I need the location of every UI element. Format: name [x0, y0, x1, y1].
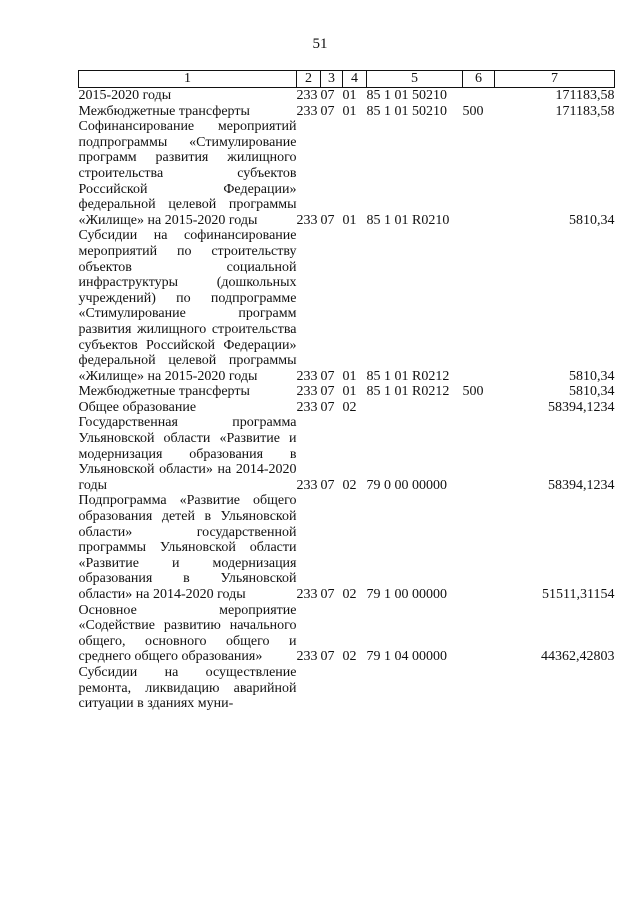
row-ministry-code: 233 — [296, 384, 318, 400]
row-target-article: 79 1 04 00000 — [366, 649, 447, 665]
table-row — [79, 400, 615, 416]
row-description: Общее образование — [78, 399, 197, 415]
row-amount: 5810,34 — [569, 368, 615, 384]
row-subsection-code: 02 — [342, 587, 357, 602]
row-expense-type: 500 — [462, 384, 484, 400]
row-subsection-code: 01 — [342, 368, 357, 384]
row-amount: 5810,34 — [569, 384, 615, 400]
row-subsection-code: 02 — [342, 399, 357, 415]
column-header: 2 — [297, 71, 321, 88]
row-description: Основное мероприятие «Содействие развитию начального общего, основного общего и среднего общего образования» — [78, 602, 297, 665]
row-subsection-code: 02 — [342, 649, 357, 665]
row-target-article — [367, 400, 463, 416]
row-section-code: 07 — [320, 88, 335, 103]
row-ministry-code: 233 — [296, 649, 318, 665]
row-expense-type — [463, 88, 495, 104]
row-expense-type — [463, 228, 495, 384]
row-expense-type — [463, 603, 495, 665]
row-target-article: 79 0 00 00000 — [366, 477, 447, 493]
column-header: 3 — [321, 71, 343, 88]
table-row — [79, 228, 615, 384]
row-amount — [495, 665, 615, 712]
row-expense-type — [463, 493, 495, 602]
column-header: 5 — [367, 71, 463, 88]
column-header: 1 — [79, 71, 297, 88]
row-ministry-code — [297, 665, 321, 712]
row-expense-type — [463, 415, 495, 493]
row-target-article: 79 1 00 00000 — [366, 587, 447, 602]
row-description: Межбюджетные трансферты — [78, 384, 250, 400]
row-description: Подпрограмма «Развитие общего образования детей в Ульяновской области» государственной программы Ульяновской области «Развитие и модернизация образования в Ульяновской области» на 2014-2020 годы — [78, 493, 297, 602]
row-expense-type — [463, 665, 495, 712]
table-row — [79, 415, 615, 493]
table-row — [79, 104, 615, 120]
row-target-article — [367, 665, 463, 712]
table-row — [79, 603, 615, 665]
page-number: 51 — [312, 36, 328, 52]
table-row — [79, 384, 615, 400]
table-row — [79, 88, 615, 104]
column-header: 4 — [343, 71, 367, 88]
row-section-code: 07 — [320, 103, 335, 119]
row-section-code: 07 — [320, 649, 335, 665]
row-description: 2015-2020 годы — [78, 88, 172, 103]
row-subsection-code: 02 — [342, 477, 357, 493]
row-expense-type: 500 — [462, 103, 484, 119]
row-ministry-code: 233 — [296, 477, 318, 493]
row-target-article: 85 1 01 50210 — [366, 103, 447, 119]
row-section-code — [321, 665, 343, 712]
row-amount: 171183,58 — [555, 88, 615, 103]
row-ministry-code: 233 — [296, 212, 318, 228]
row-ministry-code: 233 — [296, 399, 318, 415]
row-section-code: 07 — [320, 384, 335, 400]
column-header: 7 — [495, 71, 615, 88]
table-row — [79, 665, 615, 712]
row-section-code: 07 — [320, 212, 335, 228]
row-ministry-code: 233 — [296, 368, 318, 384]
row-ministry-code: 233 — [296, 88, 318, 103]
row-section-code: 07 — [320, 587, 335, 602]
row-amount: 58394,1234 — [548, 477, 615, 493]
budget-table — [78, 70, 615, 712]
row-expense-type — [463, 400, 495, 416]
row-section-code: 07 — [320, 399, 335, 415]
row-ministry-code: 233 — [296, 103, 318, 119]
row-subsection-code: 01 — [342, 103, 357, 119]
row-description: Субсидии на осуществление ремонта, ликвидацию аварийной ситуации в зданиях муни- — [78, 664, 297, 712]
row-subsection-code — [343, 665, 367, 712]
row-section-code: 07 — [320, 477, 335, 493]
row-target-article: 85 1 01 R0212 — [366, 384, 450, 400]
row-amount: 5810,34 — [569, 212, 615, 228]
row-amount: 58394,1234 — [548, 399, 615, 415]
column-header: 6 — [463, 71, 495, 88]
row-target-article: 85 1 01 R0212 — [366, 368, 450, 384]
row-target-article: 85 1 01 R0210 — [366, 212, 450, 228]
row-amount: 51511,31154 — [542, 587, 615, 602]
row-subsection-code: 01 — [342, 384, 357, 400]
row-amount: 171183,58 — [555, 103, 615, 119]
row-subsection-code: 01 — [342, 88, 357, 103]
row-subsection-code: 01 — [342, 212, 357, 228]
row-section-code: 07 — [320, 368, 335, 384]
row-description: Государственная программа Ульяновской области «Развитие и модернизация образования в Ульяновской области» на 2014-2020 годы — [78, 415, 297, 493]
row-amount: 44362,42803 — [541, 649, 615, 665]
row-description: Субсидии на софинансирование мероприятий по строительству объектов социальной инфраструктуры (дошкольных учреждений) по подпрограмме «Стимулирование программ развития жилищного строительства субъектов Российской Федерации» федеральной целевой программы «Жилище» на 2015-2020 годы — [78, 228, 297, 384]
row-description: Межбюджетные трансферты — [78, 103, 250, 119]
table-header-row — [79, 71, 615, 88]
row-expense-type — [463, 119, 495, 228]
row-target-article: 85 1 01 50210 — [366, 88, 447, 103]
table-row — [79, 493, 615, 602]
row-description: Софинансирование мероприятий подпрограммы «Стимулирование программ развития жилищного строительства субъектов Российской Федерации» федеральной целевой программы «Жилище» на 2015-2020 годы — [78, 119, 297, 228]
row-ministry-code: 233 — [296, 587, 318, 602]
table-row — [79, 119, 615, 228]
